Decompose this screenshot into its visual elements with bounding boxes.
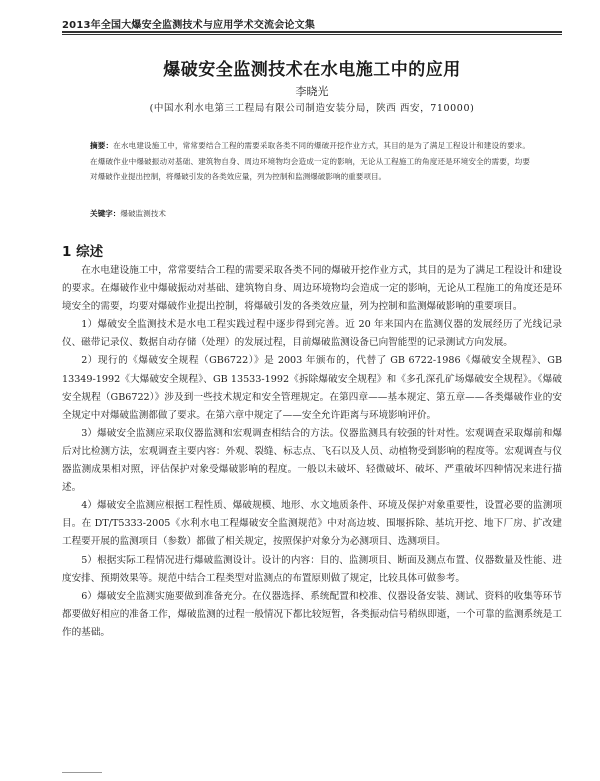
paragraph: 3）爆破安全监测应采取仪器监测和宏观调查相结合的方法。仪器监测具有较强的针对性。宏观调查采取爆前和爆后对比检测方法，宏观调查主要内容：外观、裂缝、标志点、飞石以及人员、动植物受到影响的程度等。宏观调查与仪器监测成果相对照，评估保护对象受爆破影响的程度。一般以未破坏、轻微破坏、破坏、严重破坏四种情况来进行描述。: [62, 427, 562, 494]
affiliation: (中国水利水电第三工程局有限公司制造安装分局，陕西 西安，710000): [149, 103, 475, 114]
author: 李晓光: [295, 85, 329, 98]
paper-title: 爆破安全监测技术在水电施工中的应用: [163, 60, 461, 80]
paragraph: 在水电建设施工中，常常要结合工程的需要采取各类不同的爆破开挖作业方式，其目的是为了满足工程设计和建设的要求。在爆破作业中爆破振动对基础、建筑物自身、周边环境物均会造成一定的影响，无论从工程施工的角度还是环境安全的需要，均要对爆破作业提出控制，将爆破引发的各类效应量，列为控制和监测爆破影响的重要项目。: [62, 265, 562, 313]
header-rule-thin: [62, 34, 562, 35]
abstract-label: 摘要：: [90, 141, 114, 150]
paragraph: 4）爆破安全监测应根据工程性质、爆破规模、地形、水文地质条件、环境及保护对象重要性，设置必要的监测项目。在 DT/T5333-2005《水利水电工程爆破安全监测规范》中对高边坡、围堰拆除、基坑开挖、地下厂房、扩改建工程要开展的监测项目（参数）都做了相关规定，按照保护对象分为必测项目、选测项目。: [62, 500, 562, 548]
keywords-text: 爆破监测技术: [120, 209, 166, 218]
paragraph: 5）根据实际工程情况进行爆破监测设计。设计的内容：目的、监测项目、断面及测点布置、仪器数量及性能、进度安排、预期效果等。规范中结合工程类型对监测点的布置原则做了规定，比较具体可做参考。: [62, 554, 562, 584]
paragraph: 1）爆破安全监测技术是水电工程实践过程中逐步得到完善。近 20 年来国内在监测仪器的发展经历了光线记录仪、磁带记录仪、数据自动存储（处理）的发展过程，目前爆破监测设备已向智能型的记录测试方向发展。: [62, 319, 562, 349]
abstract: [90, 138, 530, 185]
paragraph: 2）现行的《爆破安全规程（GB6722）》是 2003 年颁布的，代替了 GB 6722-1986《爆破安全规程》、GB 13349-1992《大爆破安全规程》、GB 13533-1992《拆除爆破安全规程》和《多孔深孔矿场爆破安全规程》。《爆破安全规程（GB6722）》涉及到一些技术规定和安全管理规定。在第四章——基本规定、第五章——各类爆破作业的安全规定中对爆破监测都做了要求。在第六章中规定了——安全允许距离与环境影响评价。: [62, 355, 562, 421]
abstract-text: 在水电建设施工中，常常要结合工程的需要采取各类不同的爆破开挖作业方式，其目的是为了满足工程设计和建设的要求。在爆破作业中爆破振动对基础、建筑物自身、周边环境物均会造成一定的影响，无论从工程施工的角度还是环境安全的需要，均要对爆破作业提出控制，将爆破引发的各类效应量，列为控制和监测爆破影响的重要项目。: [90, 141, 531, 181]
footnote-rule: [62, 772, 102, 773]
section-heading: 1 综述: [62, 244, 104, 260]
body-text: [62, 262, 562, 642]
running-header: 2013年全国大爆安全监测技术与应用学术交流会论文集: [62, 20, 316, 31]
keywords: [90, 208, 530, 219]
header-rule: [62, 31, 562, 33]
paragraph: 6）爆破安全监测实施要做到准备充分。在仪器选择、系统配置和校准、仪器设备安装、测试、资料的收集等环节都要做好相应的准备工作，爆破监测的过程一般情况下都比较短暂，各类振动信号稍纵即逝，一个可靠的监测系统是工作的基础。: [62, 590, 562, 638]
keywords-label: 关键字：: [90, 209, 121, 218]
